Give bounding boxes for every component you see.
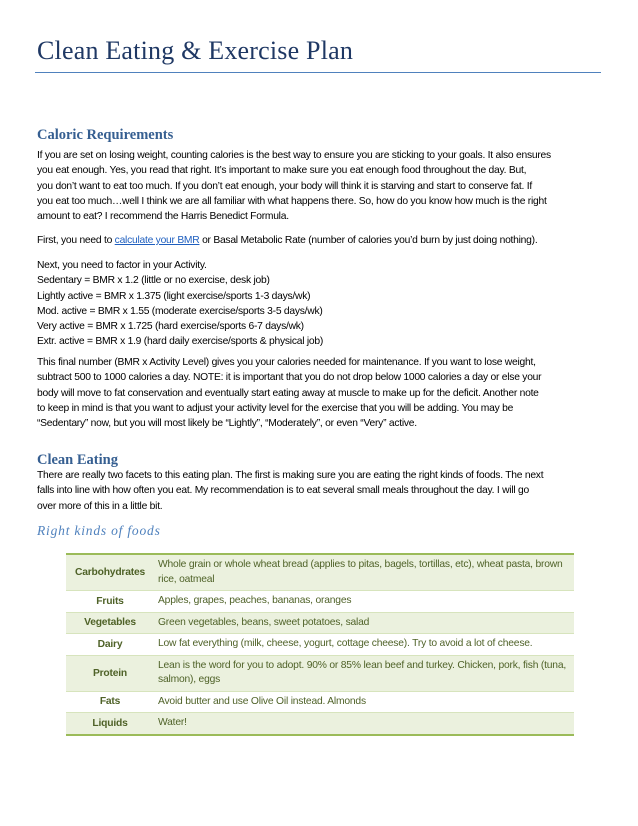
text-line: Lightly active = BMR x 1.375 (light exercise/sports 1-3 days/wk) (37, 290, 311, 302)
text-line: This final number (BMR x Activity Level) gives you your calories needed for maintenance. If you want to lose weight, (37, 357, 536, 368)
paragraph-clean-eating (37, 468, 602, 514)
text-line: you eat too much…well I think we are all familiar with what happens there. So, how do you know how much is the right (37, 195, 547, 207)
food-category: Fats (99, 696, 121, 708)
food-category: Vegetables (66, 612, 154, 634)
text-line: body will move to fat conservation and eventually start eating away at muscle to make up for the deficit. Another note (37, 387, 539, 399)
heading-caloric-requirements: Caloric Requirements (37, 127, 174, 143)
text-line: Extr. active = BMR x 1.9 (hard daily exercise/sports & physical job) (37, 336, 324, 348)
food-description: Apples, grapes, peaches, bananas, oranges (158, 595, 352, 606)
text-line: There are really two facets to this eating plan. The first is making sure you are eating the right kinds of foods. The next (37, 470, 544, 481)
heading-clean-eating: Clean Eating (37, 452, 118, 468)
text-line (37, 233, 602, 248)
text-line: If you are set on losing weight, counting calories is the best way to ensure you are sticking to your goals. It also ensures (37, 150, 551, 161)
table-row (66, 655, 574, 691)
text-line: over more of this in a little bit. (37, 500, 163, 512)
text-line: Mod. active = BMR x 1.55 (moderate exercise/sports 3-5 days/wk) (37, 305, 323, 317)
calculate-bmr-link[interactable]: calculate your BMR (114, 235, 200, 246)
text-line: amount to eat? I recommend the Harris Benedict Formula. (37, 211, 289, 223)
text-line: you eat enough. Yes, you read that right. It’s important to make sure you eat enough food throughout the day. But, (37, 165, 527, 177)
food-category: Liquids (66, 713, 154, 735)
text-line: Next, you need to factor in your Activity. (37, 260, 207, 271)
table-row (66, 554, 574, 591)
table-row (66, 591, 574, 613)
food-category: Protein (66, 655, 154, 691)
paragraph-activity-levels (37, 258, 602, 350)
document-title: Clean Eating & Exercise Plan (37, 36, 354, 65)
table-row (66, 691, 574, 713)
food-description: Low fat everything (milk, cheese, yogurt, cottage cheese). Try to avoid a lot of cheese. (158, 638, 533, 649)
paragraph-bmr (37, 233, 602, 248)
title-underline (35, 72, 601, 73)
food-description: Water! (154, 713, 574, 735)
food-description: Avoid butter and use Olive Oil instead. Almonds (158, 695, 366, 707)
food-category: Fruits (96, 595, 124, 607)
foods-table (66, 553, 574, 736)
text-line: Very active = BMR x 1.725 (hard exercise/sports 6-7 days/wk) (37, 321, 304, 333)
food-category: Dairy (97, 638, 123, 650)
text-line: Sedentary = BMR x 1.2 (little or no exercise, desk job) (37, 275, 270, 287)
text-line: “Sedentary” now, but you will most likely be “Lightly”, “Moderately”, or even “Very” active. (37, 418, 417, 430)
food-description: Green vegetables, beans, sweet potatoes, salad (154, 612, 574, 634)
table-row (66, 713, 574, 735)
text-line: you don’t want to eat too much. If you don’t eat enough, your body will think it is starving and start to conserve fat. If (37, 180, 532, 192)
heading-right-kinds-of-foods: Right kinds of foods (37, 523, 161, 538)
paragraph-caloric-intro (37, 148, 602, 224)
text-line: subtract 500 to 1000 calories a day. NOTE: it is important that you do not drop below 1000 calories a day or else your (37, 372, 542, 384)
bmr-text-before: First, you need to (37, 235, 115, 246)
food-description: Whole grain or whole wheat bread (applies to pitas, bagels, tortillas, etc), wheat pasta, brown rice, oatmeal (154, 554, 574, 591)
table-row (66, 634, 574, 656)
paragraph-maintenance (37, 355, 602, 431)
bmr-text-after: or Basal Metabolic Rate (number of calories you’d burn by just doing nothing). (199, 235, 538, 246)
text-line: to keep in mind is that you want to adjust your activity level for the exercise that you will be adding. You may be (37, 402, 514, 414)
food-category: Carbohydrates (66, 554, 154, 591)
table-row (66, 612, 574, 634)
text-line: falls into line with how often you eat. My recommendation is to eat several small meals throughout the day. I will go (37, 485, 529, 497)
food-description: Lean is the word for you to adopt. 90% or 85% lean beef and turkey. Chicken, pork, fish (tuna, salmon), eggs (154, 655, 574, 691)
